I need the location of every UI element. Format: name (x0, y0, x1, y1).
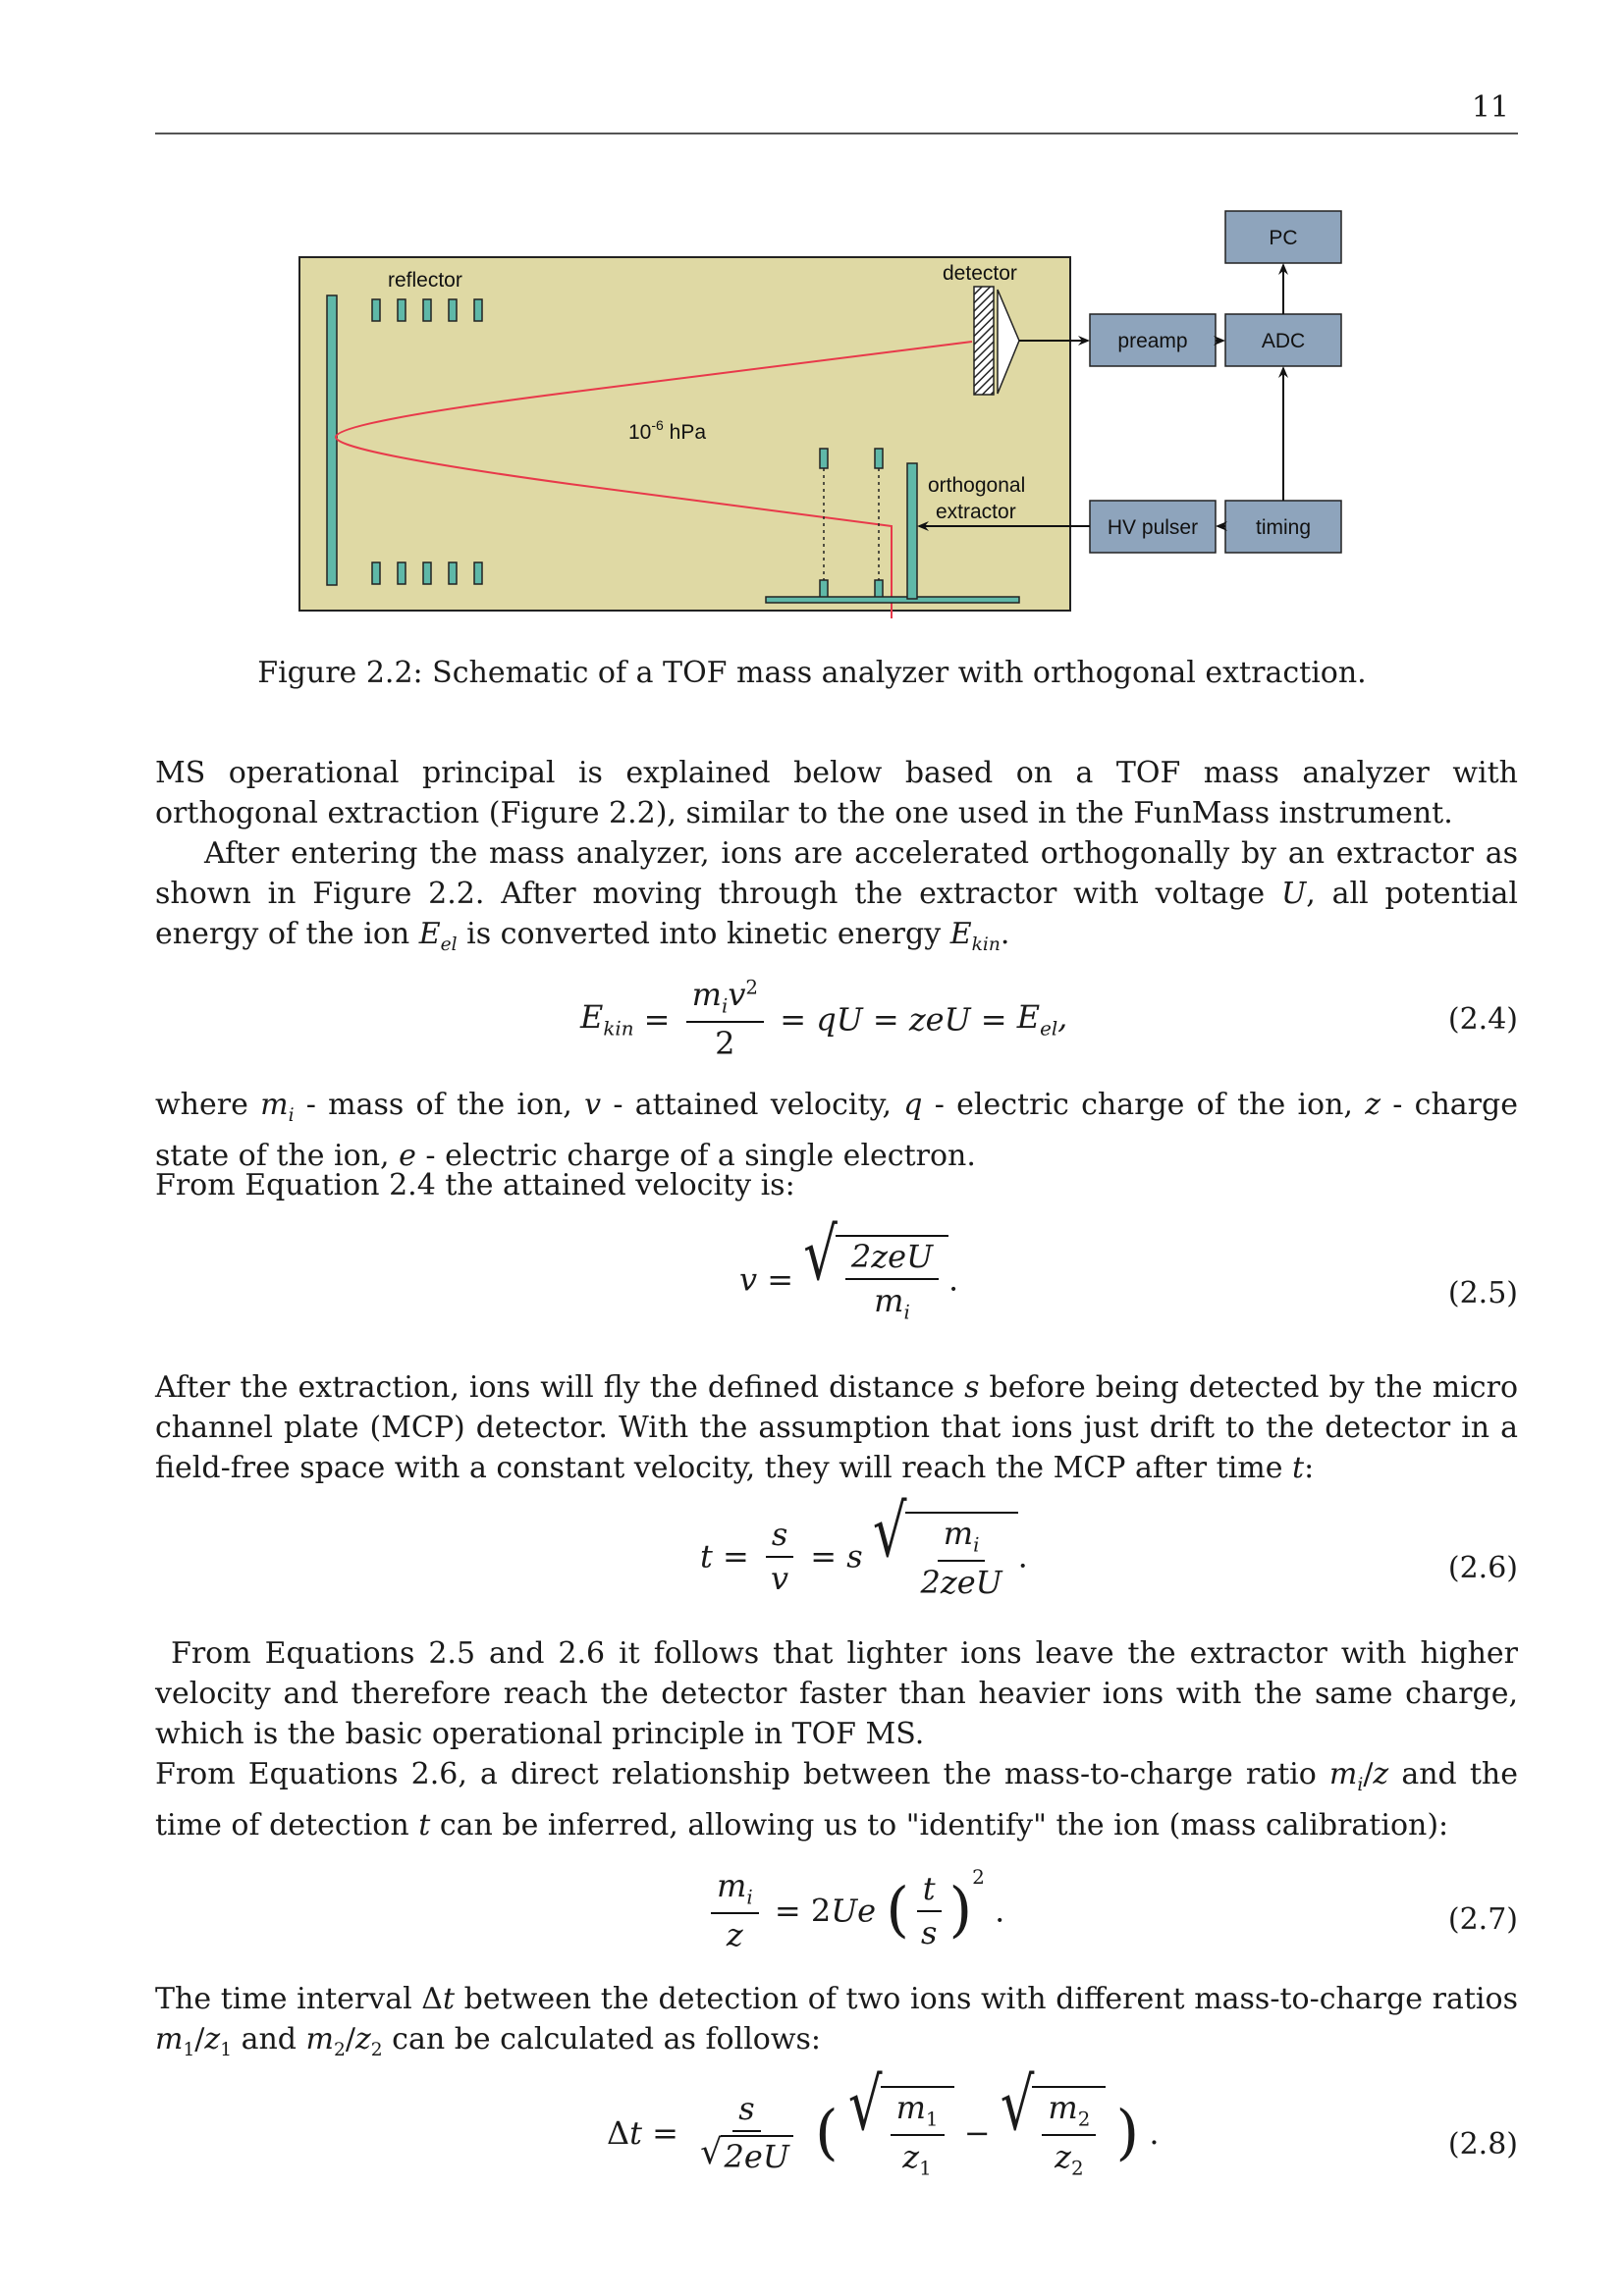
equation-2-6-body: t = $\frac{s}{v}$ = s √ $\frac{m_i}{\text{2zeU}}$ . (700, 1489, 1028, 1602)
adc-label: ADC (1261, 330, 1306, 352)
hv-pulser-label: HV pulser (1107, 516, 1199, 539)
paragraph-4: From Equation 2.4 the attained velocity is: (155, 1168, 795, 1202)
orthogonal-extractor-plate (907, 463, 917, 599)
equation-2-4 (155, 977, 1518, 1065)
equation-2-7-body: $\frac{m_i}{z}$ = 2Ue ( $\frac{t}{s}$ )$^2$ . (705, 1865, 1004, 1953)
reflector-label: reflector (388, 269, 462, 292)
pc-label: PC (1269, 227, 1298, 249)
equation-2-7 (155, 1865, 1518, 1973)
equation-2-8-body: Δt = s √ 2eU ( √ $\frac{m_1}{z_1}$ − √ $\frac{m_2}{z_2}$ ) . (607, 2062, 1160, 2180)
tof-schematic-svg (275, 201, 1384, 623)
equation-2-4-body: $E_{kin}$ = $\frac{m_iv^2}{2}$ = qU = zeU = $E_{el}$, (580, 976, 1068, 1063)
orthogonal-extractor-label-line2: extractor (936, 501, 1016, 523)
figure-tof-schematic (275, 201, 1384, 623)
equation-2-6-number: (2.6) (1447, 1551, 1518, 1585)
equation-2-5 (155, 1212, 1518, 1343)
paragraph-2: After entering the mass analyzer, ions are accelerated orthogonally by an extractor as shown in Figure 2.2. After moving through the extractor with voltage U, all potential energy of the ion $E_{el}$ is converted into kinetic energy $E_{kin}$. (155, 836, 1519, 955)
paragraph-5: After the extraction, ions will fly the defined distance s before being detected by the micro channel plate (MCP) detector. With the assumption that ions just drift to the detector in a field-free space with a constant velocity, they will reach the MCP after time t: (155, 1370, 1519, 1485)
paragraph-1: MS operational principal is explained below based on a TOF mass analyzer with orthogonal extraction (Figure 2.2), similar to the one used in the FunMass instrument. (155, 756, 1518, 830)
equation-2-5-body: v = √ $\frac{\text{2zeU}}{m_i}$ . (739, 1212, 959, 1324)
detector-label: detector (943, 262, 1017, 285)
equation-2-6 (155, 1489, 1518, 1620)
vacuum-pressure-label: $10^{-6}$ hPa (628, 417, 707, 444)
timing-label: timing (1255, 516, 1312, 539)
paragraph-8: The time interval Δt between the detection of two ions with different mass-to-charge ratios $m_1/z_1$ and $m_2/z_2$ can be calculated as follows: (155, 1982, 1518, 2060)
equation-2-4-number: (2.4) (1447, 1002, 1518, 1037)
page-number: 11 (1471, 90, 1509, 125)
equation-2-8 (155, 2062, 1518, 2204)
equation-2-5-number: (2.5) (1447, 1276, 1518, 1310)
orthogonal-extractor-label-line1: orthogonal (928, 474, 1026, 497)
paragraph-6: From Equations 2.5 and 2.6 it follows that lighter ions leave the extractor with higher velocity and therefore reach the detector faster than heavier ions with the same charge, which is the basic operational principle in TOF MS. (155, 1636, 1518, 1751)
figure-caption: Figure 2.2: Schematic of a TOF mass analyzer with orthogonal extraction. (257, 656, 1367, 690)
preamp-label: preamp (1117, 330, 1188, 352)
equation-2-8-number: (2.8) (1447, 2127, 1518, 2162)
header-rule (155, 133, 1518, 134)
detector-mcp (974, 287, 994, 395)
paragraph-3: where $m_i$ - mass of the ion, v - attained velocity, q - electric charge of the ion, z - charge state of the ion, e - electric charge of a single electron. (155, 1088, 1518, 1173)
reflector-back-plate (327, 295, 337, 585)
paragraph-7: From Equations 2.6, a direct relationship between the mass-to-charge ratio $m_i/z$ and the time of detection t can be inferred, allowing us to "identify" the ion (mass calibration): (155, 1757, 1518, 1842)
equation-2-7-number: (2.7) (1447, 1902, 1518, 1937)
